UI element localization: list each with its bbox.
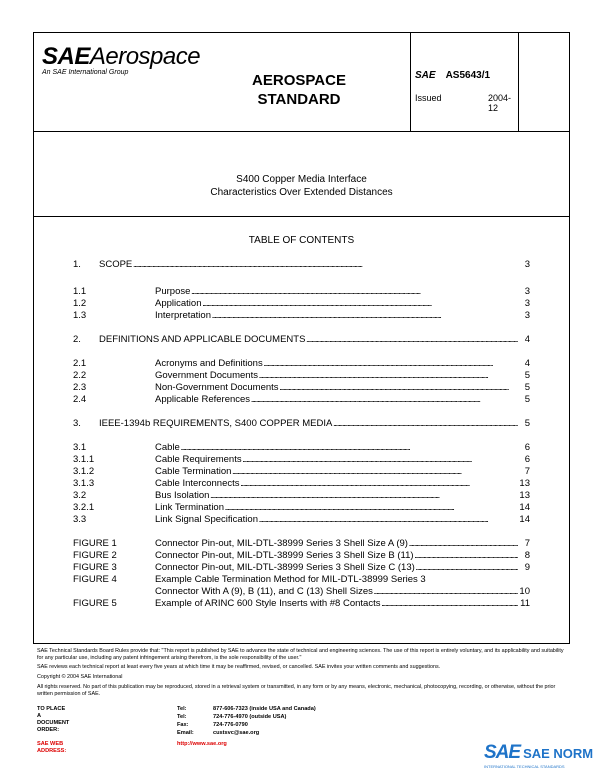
toc-entry-label: Government Documents . . . — [155, 370, 518, 382]
toc-entry-label: Cable Requirements . . . — [155, 454, 518, 466]
toc-entry[interactable] — [73, 358, 530, 370]
toc-entry-page: 7 — [524, 466, 530, 477]
toc-entry-page: 9 — [524, 562, 530, 573]
toc-entry-number: 1. — [73, 259, 81, 270]
document-number — [415, 70, 490, 81]
toc-entry-page: 13 — [519, 490, 530, 501]
toc-entry-label: Cable Termination . . . — [155, 466, 518, 478]
tel2-label: Tel: — [177, 714, 187, 720]
toc-entry-page: 5 — [524, 370, 530, 381]
toc-entry[interactable] — [73, 442, 530, 454]
toc-entry-page: 5 — [524, 418, 530, 429]
toc-entry[interactable] — [73, 598, 530, 610]
toc-entry-number: 3.3 — [73, 514, 87, 525]
sae-norm-mark: SAE — [484, 742, 521, 763]
toc-entry[interactable] — [73, 550, 530, 562]
toc-entry-label: Connector Pin-out, MIL-DTL-38999 Series 3 Shell Size A (9) . . . — [155, 538, 518, 550]
toc-entry-number: 3. — [73, 418, 81, 429]
order-label: TO PLACE A DOCUMENT ORDER: — [37, 706, 70, 733]
toc-entry-number: FIGURE 1 — [73, 538, 117, 549]
toc-entry-page: 4 — [524, 334, 530, 345]
toc-entry-label: Applicable References . . . — [155, 394, 518, 406]
toc-entry[interactable] — [73, 334, 530, 346]
toc-entry[interactable] — [73, 514, 530, 526]
toc-entry-label: Bus Isolation . . . — [155, 490, 518, 502]
toc-entry-number: 3.1.3 — [73, 478, 95, 489]
toc-entry[interactable] — [73, 382, 530, 394]
toc-entry-page: 3 — [524, 310, 530, 321]
toc-entry-number: 3.1.1 — [73, 454, 95, 465]
toc-entry[interactable] — [73, 394, 530, 406]
title-line-2: STANDARD — [257, 91, 341, 108]
toc-entry-label: DEFINITIONS AND APPLICABLE DOCUMENTS . . . — [99, 334, 518, 346]
header-divider-left — [410, 33, 411, 132]
toc-entry-page: 3 — [524, 286, 530, 297]
toc-entry-label: Non-Government Documents . . . — [155, 382, 518, 394]
footer-rights: All rights reserved. No part of this publication may be reproduced, stored in a retrieval system or transmitted, in any form or by any means, electronic, mechanical, photocopying, recording, or otherwise, without the prior written permission of SAE. — [37, 684, 556, 697]
toc-entry[interactable] — [73, 538, 530, 550]
title-line-1: AEROSPACE — [252, 72, 346, 89]
toc-entry-label: Connector With A (9), B (11), and C (13) Shell Sizes . . . — [155, 586, 518, 598]
sae-norm-text: SAE NORM — [523, 745, 594, 761]
toc-entry-label: Link Termination . . . — [155, 502, 518, 514]
toc-entry[interactable] — [73, 298, 530, 310]
toc-entry-page: 11 — [520, 598, 530, 609]
toc-entry[interactable] — [73, 418, 530, 430]
toc-entry-number: FIGURE 2 — [73, 550, 117, 561]
toc-entry-page: 6 — [524, 442, 530, 453]
footer-rules: SAE Technical Standards Board Rules provide that: "This report is published by SAE to advance the state of technical and engineering sciences. The use of this report is entirely voluntary, and its applicability and suitability for any particular use, including any patent infringement arising therefrom, is the sole responsibility of the user." — [37, 648, 564, 661]
sae-mini-logo: SAE — [415, 70, 436, 81]
toc-entry-label: Connector Pin-out, MIL-DTL-38999 Series 3 Shell Size C (13) . . . — [155, 562, 518, 574]
toc-entry[interactable] — [73, 259, 530, 271]
subtitle-line-1: S400 Copper Media Interface — [236, 174, 367, 185]
toc-entry-number: 3.1.2 — [73, 466, 95, 477]
issued-value: 2004-12 — [488, 93, 512, 113]
footer-review: SAE reviews each technical report at least every five years at which time it may be reaffirmed, revised, or cancelled. SAE invites your written comments and suggestions. — [37, 664, 441, 670]
subtitle-line-2: Characteristics Over Extended Distances — [210, 187, 393, 198]
sae-norm-tagline: INTERNATIONAL TECHNICAL STANDARDS — [484, 764, 565, 769]
toc-entry-label: Acronyms and Definitions . . . — [155, 358, 518, 370]
toc-entry-page: 5 — [524, 382, 530, 393]
tel-value: 877-606-7323 (inside USA and Canada) — [213, 706, 316, 712]
toc-entry-page: 4 — [524, 358, 530, 369]
toc-entry-label: Cable Interconnects . . . — [155, 478, 518, 490]
fax-label: Fax: — [177, 722, 189, 728]
toc-entry[interactable] — [73, 562, 530, 574]
toc-entry-label: Example Cable Termination Method for MIL-DTL-38999 Series 3 — [155, 574, 426, 585]
toc-entry-page: 14 — [519, 502, 530, 513]
toc-entry-number: 2.2 — [73, 370, 87, 381]
toc-entry-number: 1.3 — [73, 310, 87, 321]
toc-entry-label: SCOPE . . . — [99, 259, 518, 271]
toc-entry-page: 10 — [519, 586, 530, 597]
fax-value: 724-776-0790 — [213, 722, 248, 728]
toc-entry-number: 3.1 — [73, 442, 87, 453]
toc-title: TABLE OF CONTENTS — [248, 235, 355, 246]
document-subtitle — [34, 173, 569, 199]
toc-entry[interactable] — [73, 502, 530, 514]
tel2-value: 724-776-4970 (outside USA) — [213, 714, 287, 720]
toc-entry-label: Interpretation . . . — [155, 310, 518, 322]
toc-entry-number: 1.1 — [73, 286, 87, 297]
header-bottom-rule — [34, 131, 569, 132]
toc-entry-page: 14 — [519, 514, 530, 525]
toc-entry-number: 1.2 — [73, 298, 87, 309]
toc-entry-label: Link Signal Specification . . . — [155, 514, 518, 526]
toc-entry-page: 3 — [524, 298, 530, 309]
logo-word: Aerospace — [89, 43, 201, 70]
toc-entry-number: 3.2.1 — [73, 502, 95, 513]
toc-entry-page: 6 — [524, 454, 530, 465]
toc-entry-number: 2.4 — [73, 394, 87, 405]
toc-entry[interactable] — [73, 466, 530, 478]
toc-entry-label: Example of ARINC 600 Style Inserts with #8 Contacts . . . — [155, 598, 518, 610]
footer-copyright: Copyright © 2004 SAE International — [37, 674, 123, 680]
email-label: Email: — [177, 730, 194, 736]
toc-entry[interactable] — [73, 490, 530, 502]
issued-label: Issued — [415, 93, 442, 103]
toc-entry-number: FIGURE 3 — [73, 562, 117, 573]
toc-entry-page: 7 — [524, 538, 530, 549]
subtitle-bottom-rule — [34, 216, 569, 217]
document-frame — [33, 32, 570, 644]
logo-brand: SAE — [42, 43, 90, 70]
toc-entry-label: IEEE-1394b REQUIREMENTS, S400 COPPER MEDIA . . . — [99, 418, 518, 430]
tel-label: Tel: — [177, 706, 187, 712]
doc-number-value: AS5643/1 — [445, 70, 491, 81]
issued-date — [415, 93, 512, 113]
toc-entry-number: FIGURE 4 — [73, 574, 117, 585]
toc-entry-number: 3.2 — [73, 490, 87, 501]
toc-entry-number: 2.3 — [73, 382, 87, 393]
logo-tagline: An SAE International Group — [42, 69, 129, 76]
toc-entry[interactable] — [73, 454, 530, 466]
toc-entry-label: Cable . . . — [155, 442, 518, 454]
toc-entry-number: 2.1 — [73, 358, 87, 369]
toc-entry-label: Purpose . . . — [155, 286, 518, 298]
toc-entry-number: FIGURE 5 — [73, 598, 117, 609]
toc-entry[interactable] — [73, 310, 530, 322]
toc-entry[interactable] — [73, 574, 530, 586]
toc-entry-page: 5 — [524, 394, 530, 405]
toc-entry[interactable] — [73, 478, 530, 490]
toc-entry-number: 2. — [73, 334, 81, 345]
toc-entry-page: 13 — [519, 478, 530, 489]
toc-entry[interactable] — [73, 586, 530, 598]
toc-entry-label: Connector Pin-out, MIL-DTL-38999 Series 3 Shell Size B (11) . . . — [155, 550, 518, 562]
footer-notice — [37, 648, 567, 698]
header-divider-right — [518, 33, 519, 132]
toc-entry[interactable] — [73, 370, 530, 382]
web-label: SAE WEB ADDRESS: — [37, 741, 67, 754]
toc-entry-label: Application . . . — [155, 298, 518, 310]
toc-entry[interactable] — [73, 286, 530, 298]
toc-entry-page: 3 — [524, 259, 530, 270]
sae-norm-badge — [484, 742, 594, 769]
toc-entry-page: 8 — [524, 550, 530, 561]
standard-title — [194, 71, 404, 109]
web-link[interactable]: http://www.sae.org — [177, 741, 227, 747]
email-value[interactable]: custsvc@sae.org — [213, 730, 260, 736]
sae-aerospace-logo — [42, 43, 200, 76]
